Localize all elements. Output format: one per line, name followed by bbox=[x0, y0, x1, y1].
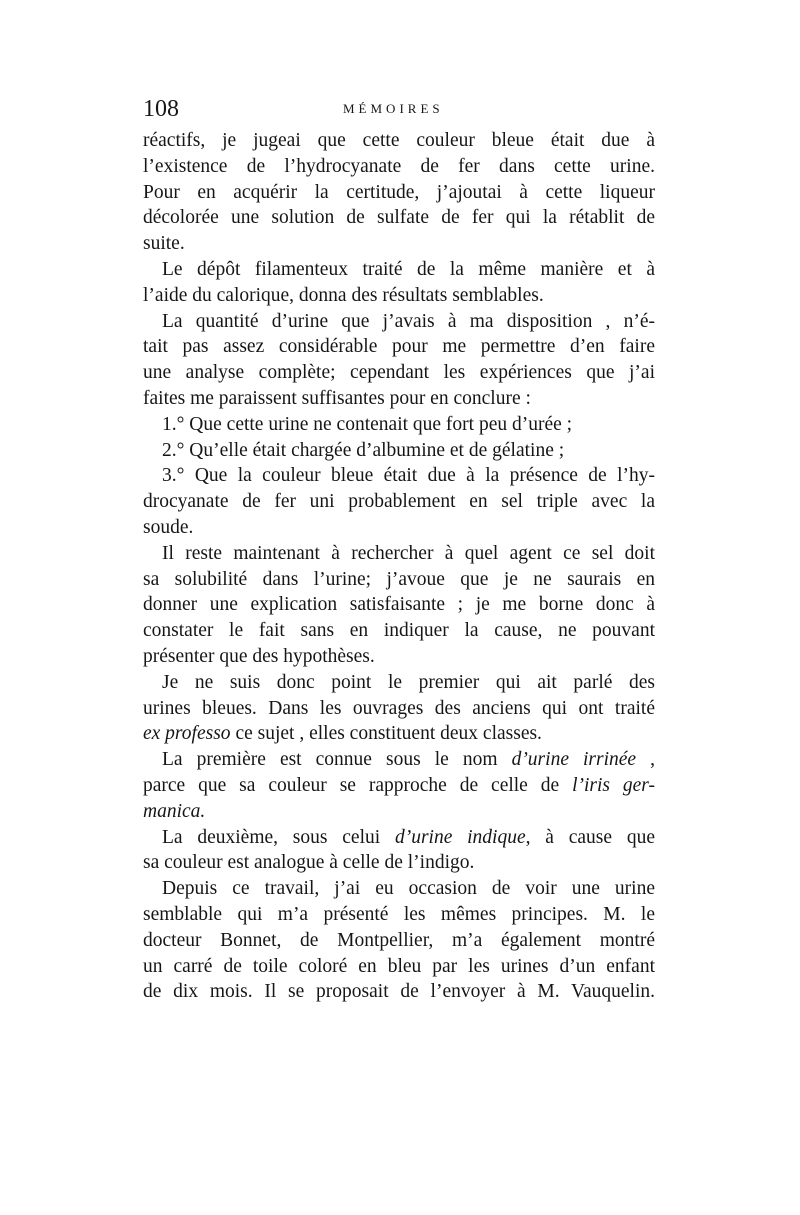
text-segment: suite. bbox=[143, 233, 185, 255]
text-line bbox=[143, 979, 655, 1005]
text-line bbox=[143, 773, 655, 799]
text-line bbox=[143, 334, 655, 360]
text-line bbox=[143, 928, 655, 954]
text-segment: l’existence de l’hydrocyanate de fer dans cette urine. bbox=[143, 155, 655, 177]
text-segment: parce que sa couleur se rapproche de celle de bbox=[143, 774, 573, 796]
text-segment: semblable qui m’a présenté les mêmes principes. M. le bbox=[143, 903, 655, 925]
text-segment: 1.° Que cette urine ne contenait que fort peu d’urée ; bbox=[162, 413, 573, 435]
italic-text: l’iris ger- bbox=[572, 774, 655, 796]
text-line bbox=[143, 850, 655, 876]
text-segment: urines bleues. Dans les ouvrages des anciens qui ont traité bbox=[143, 697, 655, 719]
text-line bbox=[143, 257, 655, 283]
text-segment: ce sujet , elles constituent deux classes. bbox=[230, 723, 542, 745]
text-line bbox=[143, 747, 655, 773]
text-line bbox=[143, 205, 655, 231]
page bbox=[143, 94, 655, 1005]
running-head: MÉMOIRES bbox=[343, 101, 444, 116]
text-segment: Il reste maintenant à rechercher à quel agent ce sel doit bbox=[162, 542, 655, 564]
text-segment: présenter que des hypothèses. bbox=[143, 645, 375, 667]
text-segment: Depuis ce travail, j’ai eu occasion de voir une urine bbox=[162, 878, 655, 900]
text-segment: 2.° Qu’elle était chargée d’albumine et de gélatine ; bbox=[162, 439, 565, 461]
text-line bbox=[143, 515, 655, 541]
text-line bbox=[143, 567, 655, 593]
text-segment: Pour en acquérir la certitude, j’ajoutai à cette liqueur bbox=[143, 181, 655, 203]
text-line bbox=[143, 283, 655, 309]
text-segment: réactifs, je jugeai que cette couleur bleue était due à bbox=[143, 130, 655, 151]
text-segment: tait pas assez considérable pour me permettre d’en faire bbox=[143, 336, 655, 358]
text-segment: Le dépôt filamenteux traité de la même manière et à bbox=[162, 258, 655, 280]
page-number: 108 bbox=[143, 96, 179, 122]
text-segment: faites me paraissent suffisantes pour en conclure : bbox=[143, 387, 531, 409]
text-line bbox=[143, 541, 655, 567]
text-segment: La première est connue sous le nom bbox=[162, 749, 512, 771]
italic-text: manica. bbox=[143, 800, 206, 822]
text-line bbox=[143, 438, 655, 464]
text-segment: 3.° Que la couleur bleue était due à la présence de l’hy- bbox=[162, 465, 655, 487]
text-segment: docteur Bonnet, de Montpellier, m’a également montré bbox=[143, 929, 655, 951]
italic-text: ex professo bbox=[143, 723, 231, 745]
text-line bbox=[143, 592, 655, 618]
text-line bbox=[143, 309, 655, 335]
text-segment: donner une explication satisfaisante ; je me borne donc à bbox=[143, 594, 655, 616]
text-line bbox=[143, 463, 655, 489]
text-segment: , à cause que bbox=[525, 826, 655, 848]
text-segment: l’aide du calorique, donna des résultats semblables. bbox=[143, 284, 544, 306]
text-line bbox=[143, 360, 655, 386]
text-line bbox=[143, 180, 655, 206]
text-segment: un carré de toile coloré en bleu par les urines d’un enfant bbox=[143, 955, 655, 977]
text-line bbox=[143, 644, 655, 670]
text-line bbox=[143, 154, 655, 180]
text-line bbox=[143, 489, 655, 515]
text-segment: constater le fait sans en indiquer la cause, ne pouvant bbox=[143, 620, 655, 642]
text-line bbox=[143, 670, 655, 696]
text-segment: une analyse complète; cependant les expériences que j’ai bbox=[143, 362, 655, 384]
text-line bbox=[143, 799, 655, 825]
text-segment: La deuxième, sous celui bbox=[162, 826, 395, 848]
text-segment: de dix mois. Il se proposait de l’envoyer à M. Vauquelin. bbox=[143, 981, 655, 1003]
body-text bbox=[143, 128, 655, 1005]
text-segment: sa solubilité dans l’urine; j’avoue que je ne saurais en bbox=[143, 568, 655, 590]
text-segment: drocyanate de fer uni probablement en sel triple avec la bbox=[143, 491, 655, 513]
text-segment: sa couleur est analogue à celle de l’indigo. bbox=[143, 852, 475, 874]
text-line bbox=[143, 618, 655, 644]
text-line bbox=[143, 386, 655, 412]
italic-text: d’urine indique bbox=[394, 826, 526, 848]
text-line bbox=[143, 954, 655, 980]
text-line bbox=[143, 825, 655, 851]
text-line bbox=[143, 128, 655, 154]
text-line bbox=[143, 876, 655, 902]
text-segment: décolorée une solution de sulfate de fer qui la rétablit de bbox=[143, 207, 655, 229]
text-segment: soude. bbox=[143, 516, 194, 538]
text-segment: Je ne suis donc point le premier qui ait parlé des bbox=[162, 671, 655, 693]
text-segment: La quantité d’urine que j’avais à ma disposition , n’é- bbox=[162, 310, 655, 332]
page-header bbox=[143, 94, 655, 128]
text-segment: , bbox=[636, 749, 656, 771]
text-line bbox=[143, 902, 655, 928]
text-line bbox=[143, 721, 655, 747]
text-line bbox=[143, 412, 655, 438]
text-line bbox=[143, 696, 655, 722]
italic-text: d’urine irrinée bbox=[511, 749, 637, 771]
text-line bbox=[143, 231, 655, 257]
